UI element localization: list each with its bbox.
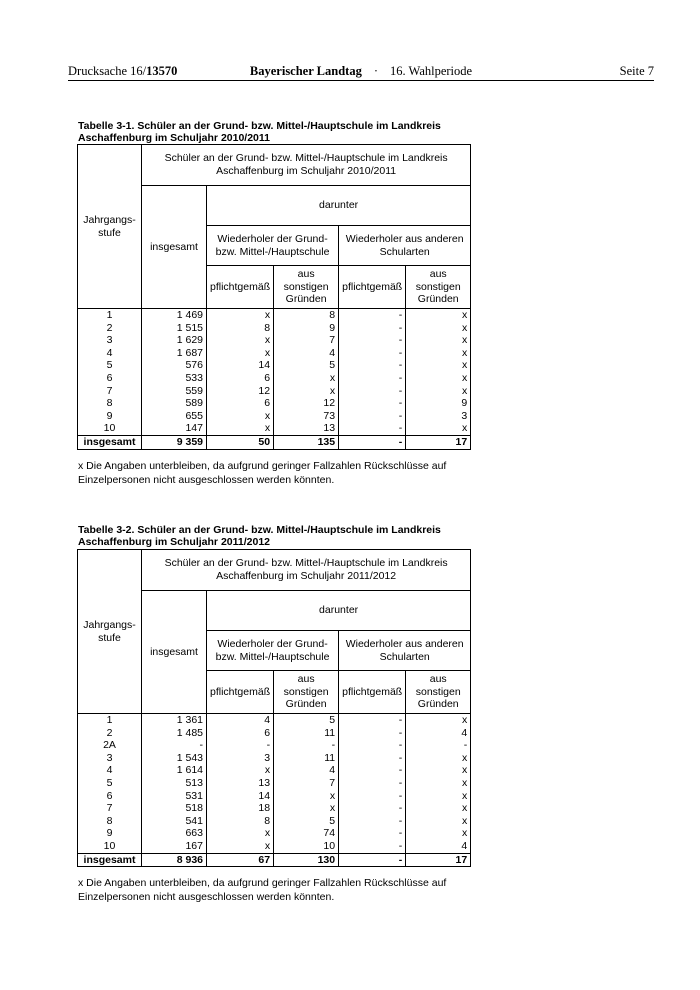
table-row [78,752,471,765]
table-row [78,322,471,335]
col-aus-sonstigen-gruenden-text: Gründen [417,698,459,711]
cell-a-sonst: x [406,385,471,398]
col-pflichtgemaess: pflichtgemäß [339,266,406,309]
cell-a-pflicht: - [339,322,406,335]
cell-a-sonst: - [406,739,471,752]
header-center [68,64,654,79]
table-row [78,385,471,398]
col-aus-sonstigen-gruenden [406,671,471,714]
cell-w-sonst: 7 [274,777,339,790]
col-darunter: darunter [207,591,471,631]
cell-w-sonst: 5 [274,359,339,372]
cell-stufe: 7 [78,802,142,815]
cell-insgesamt: 531 [142,790,207,803]
col-wiederholer-grundschule [207,631,339,671]
header-separator: · [373,64,378,78]
table-row [78,790,471,803]
table-top-header-text: Schüler an der Grund- bzw. Mittel-/Hauptschule im Landkreis [164,152,448,165]
col-aus-sonstigen-gruenden-text: sonstigen [415,685,461,698]
col-pflichtgemaess: pflichtgemäß [207,266,274,309]
cell-w-sonst: 9 [274,322,339,335]
table-top-header-text: Schüler an der Grund- bzw. Mittel-/Hauptschule im Landkreis [164,557,448,570]
cell-stufe: 9 [78,410,142,423]
cell-a-pflicht: - [339,347,406,360]
cell-w-pflicht: 13 [207,777,274,790]
cell-w-pflicht: 4 [207,714,274,727]
col-wiederholer-andere-text: Schularten [379,650,430,663]
col-pflichtgemaess: pflichtgemäß [207,671,274,714]
col-wiederholer-grundschule-text: bzw. Mittel-/Hauptschule [215,650,330,663]
cell-a-sonst: 9 [406,397,471,410]
cell-a-sonst: x [406,334,471,347]
cell-w-pflicht: 6 [207,727,274,740]
footnote-line: x Die Angaben unterbleiben, da aufgrund geringer Fallzahlen Rückschlüsse auf [78,877,447,889]
cell-stufe: 9 [78,827,142,840]
table-2-footnote [78,877,498,904]
cell-w-sonst: 7 [274,334,339,347]
table-row [78,397,471,410]
col-aus-sonstigen-gruenden-text: sonstigen [415,280,461,293]
cell-w-pflicht: x [207,764,274,777]
table-row [78,347,471,360]
cell-a-pflicht: - [339,397,406,410]
footnote-line: x Die Angaben unterbleiben, da aufgrund geringer Fallzahlen Rückschlüsse auf [78,460,447,472]
col-wiederholer-grundschule [207,226,339,266]
cell-a-sonst: x [406,714,471,727]
table-row [78,422,471,435]
cell-w-pflicht: 18 [207,802,274,815]
page-number: Seite 7 [619,64,654,78]
total-insgesamt: 8 936 [142,853,207,867]
cell-a-sonst: 4 [406,727,471,740]
total-w-sonst: 130 [274,853,339,867]
cell-a-pflicht: - [339,422,406,435]
cell-w-sonst: - [274,739,339,752]
table-1-footnote [78,460,498,487]
table-row [78,410,471,423]
cell-insgesamt: 541 [142,815,207,828]
cell-w-pflicht: x [207,410,274,423]
table-top-header [142,550,471,591]
cell-insgesamt: 655 [142,410,207,423]
col-wiederholer-andere [339,631,471,671]
cell-insgesamt: 1 485 [142,727,207,740]
cell-w-sonst: 5 [274,714,339,727]
col-aus-sonstigen-gruenden-text: sonstigen [283,280,329,293]
drucksache-number: 13570 [146,64,178,78]
cell-w-sonst: 13 [274,422,339,435]
cell-a-pflicht: - [339,359,406,372]
cell-w-pflicht: x [207,827,274,840]
table-row [78,739,471,752]
drucksache-label: Drucksache 16/13570 [68,64,178,78]
cell-stufe: 2 [78,727,142,740]
table-row [78,840,471,853]
cell-insgesamt: 1 361 [142,714,207,727]
table-row [78,334,471,347]
total-a-sonst: 17 [406,435,471,449]
cell-stufe: 7 [78,385,142,398]
cell-w-pflicht: x [207,309,274,322]
caption-line: Aschaffenburg im Schuljahr 2010/2011 [78,132,270,144]
cell-a-pflicht: - [339,802,406,815]
table-row [78,815,471,828]
cell-a-pflicht: - [339,372,406,385]
cell-stufe: 4 [78,764,142,777]
table-row [78,827,471,840]
footnote-line: Einzelpersonen nicht ausgeschlossen werden könnten. [78,473,335,486]
landtag-name: Bayerischer Landtag [249,64,362,78]
total-stufe: insgesamt [78,435,142,449]
cell-a-sonst: x [406,422,471,435]
col-aus-sonstigen-gruenden-text: aus [429,268,447,281]
cell-a-sonst: x [406,827,471,840]
cell-a-sonst: x [406,790,471,803]
cell-a-pflicht: - [339,827,406,840]
cell-insgesamt: 589 [142,397,207,410]
table-top-header-text: Aschaffenburg im Schuljahr 2011/2012 [216,570,397,582]
cell-stufe: 3 [78,334,142,347]
col-aus-sonstigen-gruenden-text: Gründen [285,293,327,306]
table-row [78,727,471,740]
cell-a-pflicht: - [339,714,406,727]
col-aus-sonstigen-gruenden-text: Gründen [285,698,327,711]
total-stufe: insgesamt [78,853,142,867]
col-wiederholer-andere-text: Wiederholer aus anderen [345,637,464,650]
table-top-header [142,145,471,186]
cell-insgesamt: 576 [142,359,207,372]
cell-a-sonst: x [406,359,471,372]
caption-line: Aschaffenburg im Schuljahr 2011/2012 [78,536,270,548]
table-row [78,359,471,372]
col-wiederholer-andere-text: Schularten [379,245,430,258]
cell-stufe: 8 [78,397,142,410]
col-pflichtgemaess: pflichtgemäß [339,671,406,714]
table-row [78,802,471,815]
total-row [78,853,471,867]
cell-a-sonst: x [406,309,471,322]
cell-stufe: 2 [78,322,142,335]
col-aus-sonstigen-gruenden-text: Gründen [417,293,459,306]
cell-a-pflicht: - [339,739,406,752]
total-a-pflicht: - [339,435,406,449]
cell-a-pflicht: - [339,764,406,777]
cell-a-pflicht: - [339,309,406,322]
cell-stufe: 8 [78,815,142,828]
col-insgesamt: insgesamt [142,591,207,714]
col-darunter: darunter [207,186,471,226]
col-aus-sonstigen-gruenden [274,266,339,309]
cell-w-sonst: 74 [274,827,339,840]
total-w-pflicht: 67 [207,853,274,867]
cell-w-pflicht: x [207,422,274,435]
cell-insgesamt: 533 [142,372,207,385]
col-jahrgangsstufe-text: stufe [98,226,121,239]
cell-insgesamt: 1 543 [142,752,207,765]
cell-w-pflicht: 14 [207,359,274,372]
cell-a-pflicht: - [339,777,406,790]
cell-w-sonst: 4 [274,347,339,360]
cell-w-pflicht: 14 [207,790,274,803]
cell-w-pflicht: 12 [207,385,274,398]
cell-w-pflicht: 6 [207,372,274,385]
header-row [78,550,471,591]
cell-w-pflicht: x [207,840,274,853]
footnote-line: Einzelpersonen nicht ausgeschlossen werden könnten. [78,890,335,903]
cell-w-sonst: 4 [274,764,339,777]
table-row [78,714,471,727]
table-row [78,777,471,790]
cell-a-pflicht: - [339,334,406,347]
table-row [78,372,471,385]
total-row [78,435,471,449]
cell-w-sonst: 11 [274,752,339,765]
col-aus-sonstigen-gruenden-text: aus [297,673,315,686]
table-top-header-text: Aschaffenburg im Schuljahr 2010/2011 [216,165,397,177]
col-wiederholer-grundschule-text: bzw. Mittel-/Hauptschule [215,245,330,258]
cell-w-pflicht: 8 [207,815,274,828]
col-wiederholer-grundschule-text: Wiederholer der Grund- [217,232,328,245]
cell-w-pflicht: 3 [207,752,274,765]
total-w-pflicht: 50 [207,435,274,449]
col-jahrgangsstufe-text: stufe [98,631,121,644]
cell-w-sonst: x [274,790,339,803]
cell-a-sonst: x [406,777,471,790]
col-aus-sonstigen-gruenden [406,266,471,309]
col-insgesamt: insgesamt [142,186,207,309]
caption-line: Tabelle 3-2. Schüler an der Grund- bzw. Mittel-/Hauptschule im Landkreis [78,524,441,536]
cell-stufe: 6 [78,790,142,803]
cell-w-pflicht: 6 [207,397,274,410]
table-row [78,309,471,322]
total-w-sonst: 135 [274,435,339,449]
col-aus-sonstigen-gruenden-text: sonstigen [283,685,329,698]
total-a-sonst: 17 [406,853,471,867]
cell-insgesamt: 167 [142,840,207,853]
cell-w-sonst: 11 [274,727,339,740]
cell-w-sonst: 5 [274,815,339,828]
cell-w-pflicht: x [207,334,274,347]
table-1 [77,144,471,450]
col-jahrgangsstufe [78,550,142,714]
cell-w-sonst: x [274,385,339,398]
cell-stufe: 10 [78,840,142,853]
cell-a-pflicht: - [339,752,406,765]
cell-a-sonst: x [406,815,471,828]
cell-insgesamt: 559 [142,385,207,398]
cell-stufe: 2A [78,739,142,752]
col-jahrgangsstufe-text: Jahrgangs- [83,213,136,226]
cell-a-sonst: x [406,347,471,360]
cell-w-sonst: x [274,372,339,385]
col-wiederholer-andere [339,226,471,266]
cell-a-pflicht: - [339,410,406,423]
cell-insgesamt: 518 [142,802,207,815]
cell-insgesamt: 663 [142,827,207,840]
header-row [78,145,471,186]
table-2-caption [78,524,518,548]
cell-w-pflicht: - [207,739,274,752]
table-2 [77,549,471,867]
cell-a-sonst: x [406,322,471,335]
cell-insgesamt: 1 687 [142,347,207,360]
cell-insgesamt: - [142,739,207,752]
cell-w-sonst: 73 [274,410,339,423]
table-1-caption [78,120,518,144]
cell-insgesamt: 1 629 [142,334,207,347]
cell-w-sonst: 8 [274,309,339,322]
cell-stufe: 4 [78,347,142,360]
col-aus-sonstigen-gruenden-text: aus [297,268,315,281]
cell-stufe: 3 [78,752,142,765]
cell-stufe: 1 [78,309,142,322]
page-header [68,64,654,81]
cell-a-sonst: x [406,372,471,385]
col-wiederholer-grundschule-text: Wiederholer der Grund- [217,637,328,650]
cell-a-pflicht: - [339,815,406,828]
cell-w-sonst: x [274,802,339,815]
cell-stufe: 10 [78,422,142,435]
cell-insgesamt: 1 614 [142,764,207,777]
cell-a-pflicht: - [339,840,406,853]
cell-a-pflicht: - [339,790,406,803]
col-aus-sonstigen-gruenden [274,671,339,714]
cell-insgesamt: 1 469 [142,309,207,322]
total-a-pflicht: - [339,853,406,867]
cell-a-sonst: x [406,802,471,815]
cell-w-sonst: 10 [274,840,339,853]
cell-a-sonst: x [406,764,471,777]
total-insgesamt: 9 359 [142,435,207,449]
cell-stufe: 1 [78,714,142,727]
cell-insgesamt: 1 515 [142,322,207,335]
cell-a-pflicht: - [339,385,406,398]
cell-stufe: 6 [78,372,142,385]
cell-stufe: 5 [78,777,142,790]
cell-w-pflicht: 8 [207,322,274,335]
cell-a-sonst: x [406,752,471,765]
caption-line: Tabelle 3-1. Schüler an der Grund- bzw. Mittel-/Hauptschule im Landkreis [78,120,441,132]
cell-stufe: 5 [78,359,142,372]
cell-insgesamt: 513 [142,777,207,790]
cell-w-sonst: 12 [274,397,339,410]
table-row [78,764,471,777]
col-jahrgangsstufe-text: Jahrgangs- [83,618,136,631]
cell-a-sonst: 3 [406,410,471,423]
cell-insgesamt: 147 [142,422,207,435]
cell-w-pflicht: x [207,347,274,360]
cell-a-pflicht: - [339,727,406,740]
cell-a-sonst: 4 [406,840,471,853]
wahlperiode: 16. Wahlperiode [390,64,473,78]
col-aus-sonstigen-gruenden-text: aus [429,673,447,686]
col-jahrgangsstufe [78,145,142,309]
col-wiederholer-andere-text: Wiederholer aus anderen [345,232,464,245]
